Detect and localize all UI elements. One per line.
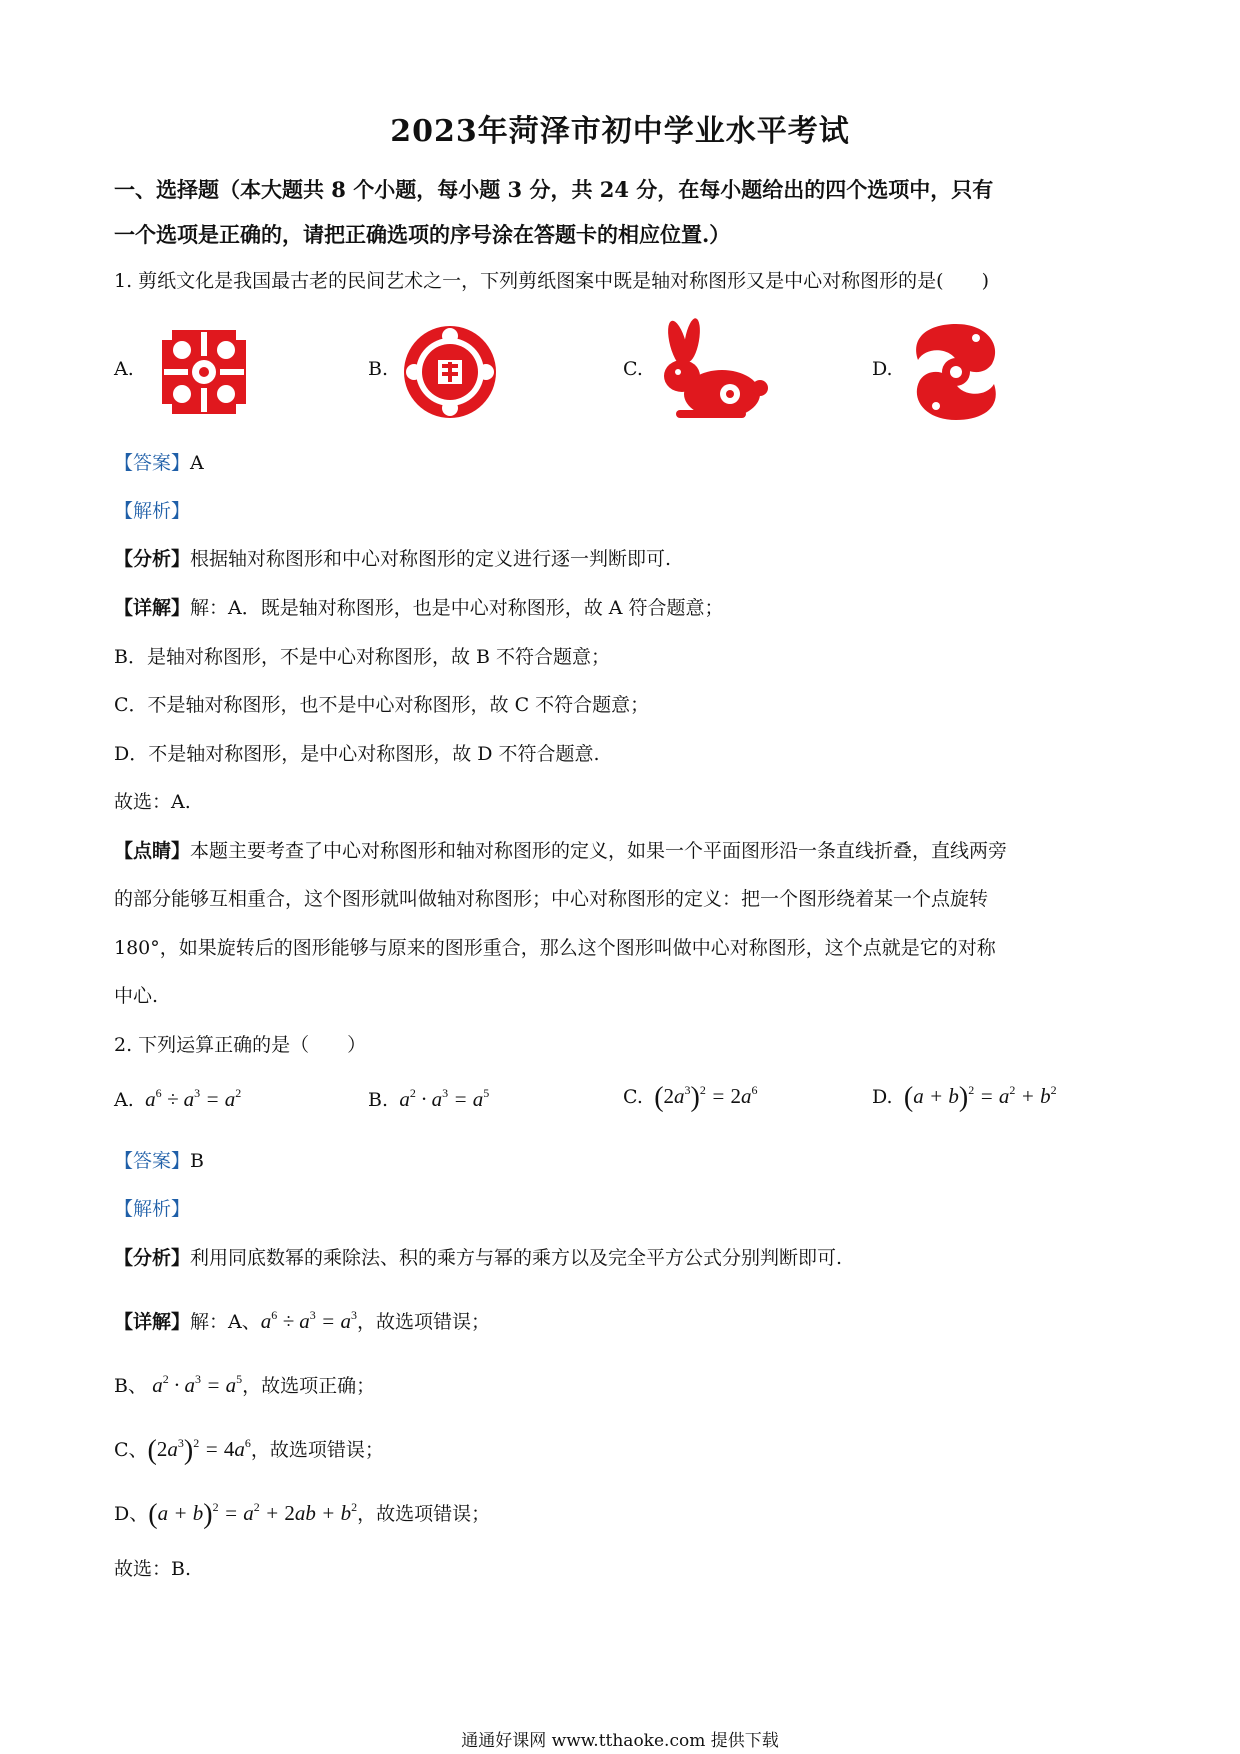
q2-answer: B: [190, 1150, 204, 1172]
jiexi-tag: 【解析】: [114, 500, 191, 522]
q2-xiangjie-prefix-d: D、: [114, 1503, 149, 1525]
q1-xiangjie-line3: C．不是轴对称图形，也不是中心对称图形，故 C 不符合题意；: [114, 694, 650, 716]
q1-option-c-label: C.: [623, 358, 643, 380]
q1-dianjing-line4: 中心.: [114, 985, 159, 1007]
q1-option-a-papercut-image: [154, 322, 254, 422]
q1-dianjing-line2: 的部分能够互相重合，这个图形就叫做轴对称图形；中心对称图形的定义：把一个图形绕着某一个点旋转: [114, 888, 989, 910]
q1-answer-line: [114, 448, 1134, 478]
q2-jiexi-line: [114, 1194, 1134, 1224]
q2-xiangjie-line-a: [114, 1300, 1134, 1337]
q1-option-b-papercut-image: [400, 322, 500, 422]
q2-fenxi: 利用同底数幂的乘除法、积的乘方与幂的乘方以及完全平方公式分别判断即可.: [190, 1247, 843, 1269]
q1-guxuan: 故选：A.: [114, 791, 191, 813]
q2-answer-line: [114, 1146, 1134, 1176]
q2-option-d: [872, 1082, 1057, 1114]
q2-stem: 2. 下列运算正确的是（ ）: [114, 1034, 367, 1056]
q1-answer: A: [190, 452, 204, 474]
q2-xiangjie-result-b: ，故选项正确；: [242, 1375, 376, 1397]
q1-xiangjie-line4: D．不是轴对称图形，是中心对称图形，故 D 不符合题意.: [114, 743, 600, 765]
q1-option-d-fish-papercut-image: [902, 316, 1010, 428]
q2-option-b-label: B.: [368, 1089, 389, 1111]
q2-option-a: [114, 1086, 241, 1112]
section-heading-line1: 一、选择题（本大题共 8 个小题，每小题 3 分，共 24 分，在每小题给出的四个选项中，只有: [114, 177, 994, 202]
q1-jiexi-line: [114, 496, 1134, 526]
fenxi-tag: 【分析】: [114, 1247, 191, 1269]
q2-xiangjie-result-c: ，故选项错误；: [250, 1439, 384, 1461]
q2-xiangjie-line-c: [114, 1428, 1134, 1466]
xiangjie-tag: 【详解】: [114, 597, 191, 619]
q1-fenxi: 根据轴对称图形和中心对称图形的定义进行逐一判断即可.: [190, 548, 672, 570]
section-heading-line2: 一个选项是正确的，请把正确选项的序号涂在答题卡的相应位置.）: [114, 222, 731, 247]
q2-xiangjie-line-b: [114, 1364, 1134, 1401]
xiangjie-tag: 【详解】: [114, 1311, 191, 1333]
q2-xiangjie-line-d: [114, 1492, 1134, 1530]
q1-option-d-label: D.: [872, 358, 893, 380]
q1-xiangjie-line1: [114, 593, 1134, 623]
answer-tag: 【答案】: [114, 1150, 191, 1172]
q2-xiangjie-result-d: ，故选项错误；: [357, 1503, 491, 1525]
q1-dianjing-line3: 180°，如果旋转后的图形能够与原来的图形重合，那么这个图形叫做中心对称图形，这个点就是它的对称: [114, 937, 996, 959]
q2-option-a-formula: $a^6 \div a^3 = a^2$: [139, 1086, 242, 1111]
q2-option-b-formula: $a^2 \cdot a^3 = a^5$: [394, 1086, 490, 1111]
q2-xiangjie-prefix: 解：A、: [190, 1311, 261, 1333]
q2-option-c-formula: $(2a^3)^2 = 2a^6$: [654, 1082, 758, 1113]
q2-xiangjie-result-a: ，故选项错误；: [356, 1311, 490, 1333]
q2-xiangjie-formula-c: $(2a^3)^2 = 4a^6$: [147, 1435, 251, 1466]
q1-option-c-rabbit-papercut-image: [652, 318, 770, 428]
q1-stem: 1. 剪纸文化是我国最古老的民间艺术之一，下列剪纸图案中既是轴对称图形又是中心对称图形的是( ): [114, 270, 989, 292]
q2-xiangjie-prefix-c: C、: [114, 1439, 148, 1461]
q2-xiangjie-prefix-b: B、: [114, 1375, 147, 1397]
q2-xiangjie-formula-b: $a^2 \cdot a^3 = a^5$: [146, 1372, 243, 1397]
page-title: 2023年菏泽市初中学业水平考试: [390, 114, 850, 149]
jiexi-tag: 【解析】: [114, 1198, 191, 1220]
q2-option-c: [623, 1082, 758, 1114]
q2-xiangjie-formula-a: $a^6 \div a^3 = a^3$: [260, 1308, 357, 1333]
q1-fenxi-line: [114, 544, 1134, 574]
q1-dianjing-line1: [114, 836, 1134, 866]
q2-option-b: [368, 1086, 489, 1112]
q2-option-a-label: A.: [114, 1089, 134, 1111]
fenxi-tag: 【分析】: [114, 548, 191, 570]
dianjing-tag: 【点睛】: [114, 840, 191, 862]
q2-option-d-label: D.: [872, 1086, 893, 1108]
q1-xiangjie-text-1: 解：A．既是轴对称图形，也是中心对称图形，故 A 符合题意；: [190, 597, 724, 619]
footer-source-text: 通通好课网 www.tthaoke.com 提供下载: [461, 1731, 779, 1751]
q2-option-d-formula: $(a + b)^2 = a^2 + b^2$: [903, 1082, 1057, 1113]
q2-xiangjie-formula-d: $(a + b)^2 = a^2 + 2ab + b^2$: [148, 1499, 358, 1530]
q1-xiangjie-line2: B．是轴对称图形，不是中心对称图形，故 B 不符合题意；: [114, 646, 611, 668]
answer-tag: 【答案】: [114, 452, 191, 474]
q1-dianjing-text-1: 本题主要考查了中心对称图形和轴对称图形的定义，如果一个平面图形沿一条直线折叠，直线两旁: [190, 840, 1008, 862]
q1-option-a-label: A.: [114, 358, 134, 380]
q1-option-b-label: B.: [368, 358, 389, 380]
q2-option-c-label: C.: [623, 1086, 643, 1108]
q2-fenxi-line: [114, 1243, 1134, 1273]
q2-guxuan: 故选：B.: [114, 1558, 192, 1580]
